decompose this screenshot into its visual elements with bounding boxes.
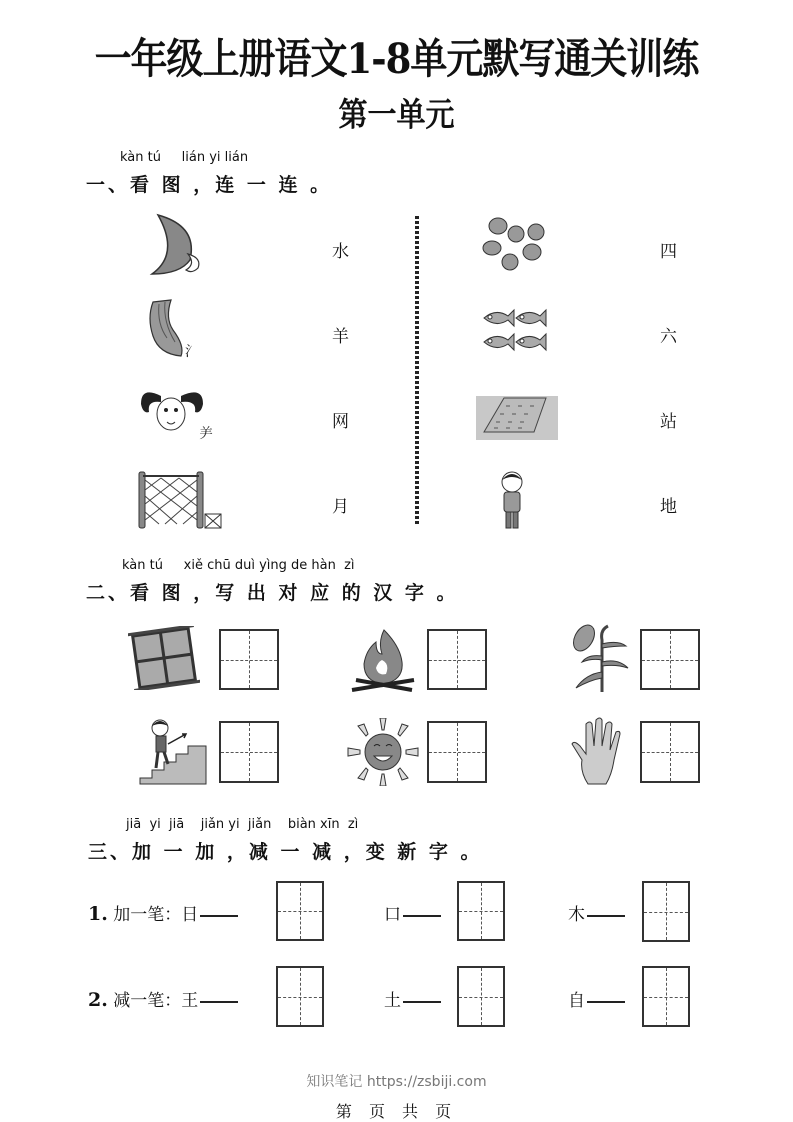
document-title: 一年级上册语文1-8单元默写通关训练 bbox=[94, 33, 699, 83]
section1-pinyin: kàn tú lián yi lián bbox=[120, 150, 249, 165]
window-picture bbox=[128, 626, 200, 690]
question-text: 加一笔： bbox=[107, 905, 182, 925]
website-watermark: 知识笔记 https://zsbiji.com bbox=[306, 1074, 487, 1090]
match-char-right-2: 六 bbox=[660, 327, 677, 347]
standing-boy-picture bbox=[496, 470, 528, 530]
grain-plant-picture bbox=[572, 622, 634, 694]
match-char-left-4: 月 bbox=[332, 497, 349, 517]
section3-heading: 三、加 一 加 ，减 一 减 ，变 新 字 。 bbox=[88, 841, 483, 863]
match-char-right-3: 站 bbox=[660, 412, 677, 432]
writing-grid-window[interactable] bbox=[219, 629, 279, 690]
writing-grid-fire[interactable] bbox=[427, 629, 487, 690]
source-char: 王 bbox=[181, 991, 199, 1011]
remove-stroke-label bbox=[88, 986, 238, 1011]
writing-grid-sun[interactable] bbox=[427, 721, 487, 783]
source-char: 木 bbox=[568, 905, 585, 925]
fish-picture bbox=[482, 308, 548, 356]
arrow-line bbox=[200, 915, 238, 917]
match-char-left-3: 网 bbox=[332, 412, 349, 432]
chicks-picture bbox=[480, 214, 552, 276]
question-number: 2. bbox=[88, 989, 108, 1011]
writing-grid-add-3[interactable] bbox=[642, 881, 690, 942]
climbing-stairs-picture bbox=[138, 714, 208, 786]
moon-picture bbox=[140, 212, 210, 278]
arrow-line bbox=[587, 915, 625, 917]
source-char: 自 bbox=[568, 991, 585, 1011]
svg-text:氵: 氵 bbox=[185, 344, 199, 360]
writing-grid-add-2[interactable] bbox=[457, 881, 505, 941]
writing-grid-remove-3[interactable] bbox=[642, 966, 690, 1027]
remove-stroke-item-2 bbox=[384, 986, 441, 1011]
fire-picture bbox=[350, 624, 418, 694]
arrow-line bbox=[403, 915, 441, 917]
remove-stroke-item-3 bbox=[568, 986, 625, 1011]
svg-text:⺶: ⺶ bbox=[199, 426, 213, 442]
writing-grid-grain[interactable] bbox=[640, 629, 700, 690]
ground-picture bbox=[476, 392, 558, 442]
writing-grid-remove-2[interactable] bbox=[457, 966, 505, 1027]
net-picture bbox=[135, 468, 227, 530]
sheep-picture bbox=[137, 382, 219, 444]
add-stroke-item-3 bbox=[568, 900, 625, 925]
match-char-left-1: 水 bbox=[332, 242, 349, 262]
writing-grid-hand[interactable] bbox=[640, 721, 700, 783]
section2-pinyin: kàn tú xiě chū duì yìng de hàn zì bbox=[122, 558, 355, 573]
arrow-line bbox=[587, 1001, 625, 1003]
water-picture bbox=[145, 298, 205, 360]
add-stroke-label bbox=[88, 900, 238, 925]
writing-grid-add-1[interactable] bbox=[276, 881, 324, 941]
page-number: 第 页 共 页 bbox=[335, 1102, 458, 1121]
writing-grid-remove-1[interactable] bbox=[276, 966, 324, 1027]
match-char-right-1: 四 bbox=[660, 242, 677, 262]
add-stroke-item-2 bbox=[384, 900, 441, 925]
question-number: 1. bbox=[88, 903, 108, 925]
source-char: 口 bbox=[384, 905, 401, 925]
arrow-line bbox=[403, 1001, 441, 1003]
dotted-divider bbox=[414, 216, 420, 526]
section2-heading: 二、看 图 ，写 出 对 应 的 汉 字 。 bbox=[86, 582, 459, 604]
match-char-right-4: 地 bbox=[660, 497, 677, 517]
match-char-left-2: 羊 bbox=[332, 327, 349, 347]
hand-picture bbox=[570, 716, 624, 786]
unit-subtitle: 第一单元 bbox=[338, 95, 455, 134]
question-text: 减一笔： bbox=[107, 991, 182, 1011]
writing-grid-climb[interactable] bbox=[219, 721, 279, 783]
arrow-line bbox=[200, 1001, 238, 1003]
section3-pinyin: jiā yi jiā jiǎn yi jiǎn biàn xīn zì bbox=[126, 817, 359, 832]
source-char: 土 bbox=[384, 991, 401, 1011]
section1-heading: 一、看 图 ，连 一 连 。 bbox=[86, 174, 333, 196]
source-char: 日 bbox=[181, 905, 199, 925]
sun-picture bbox=[346, 718, 420, 786]
